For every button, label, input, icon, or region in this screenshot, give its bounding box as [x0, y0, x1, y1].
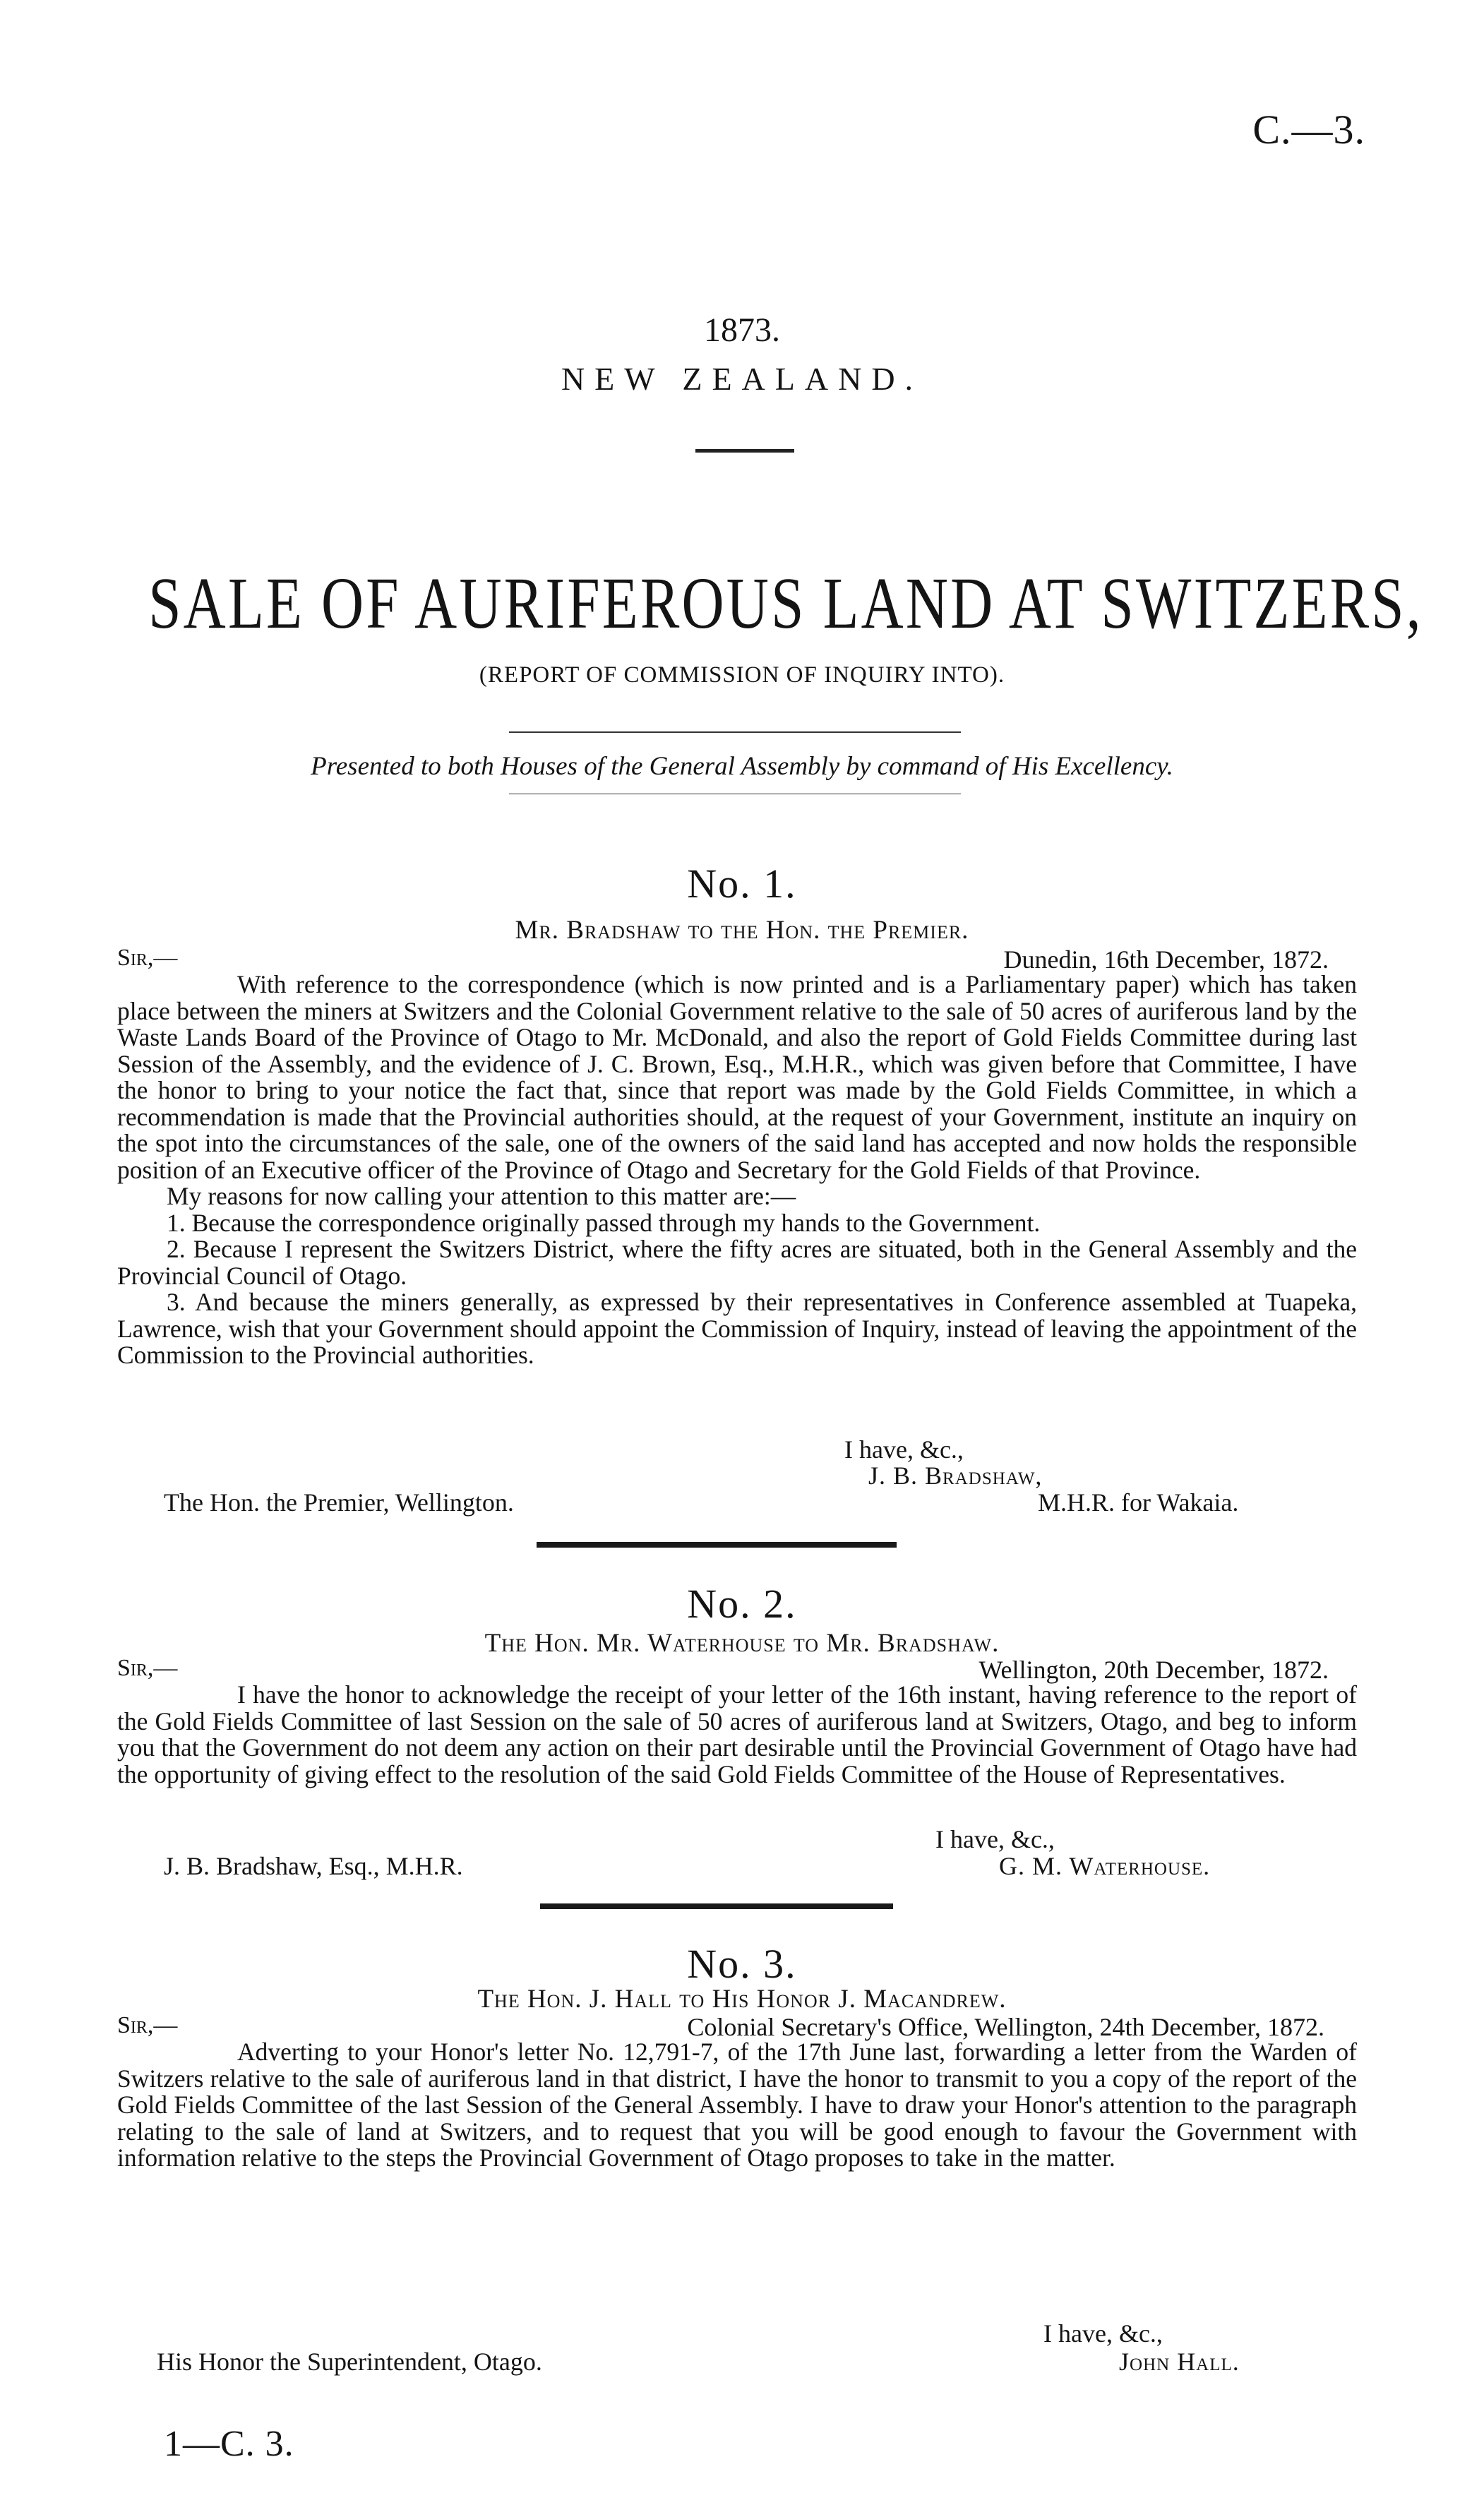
letter-body	[117, 972, 1357, 1369]
paper-reference: C.—3.	[1252, 107, 1365, 153]
letter-heading: The Hon. J. Hall to His Honor J. Macandrew.	[477, 1985, 1007, 2014]
reasons-intro: My reasons for now calling your attention to this matter are:—	[167, 1182, 796, 1210]
salutation: Sir,—	[117, 945, 178, 971]
reason-item: 3. And because the miners generally, as expressed by their representatives in Conference assembled at Tuapeka, Lawrence, wish that your Government should appoint the Commission of Inquiry, instead of leaving the appointment of the Commission to the Provincial authorities.	[117, 1288, 1357, 1369]
closing: I have, &c.,	[1043, 2319, 1163, 2348]
letter-heading: Mr. Bradshaw to the Hon. the Premier.	[515, 916, 969, 945]
closing: I have, &c.,	[844, 1435, 964, 1464]
short-divider	[695, 449, 794, 453]
letter-body	[117, 1682, 1357, 1788]
addressee: J. B. Bradshaw, Esq., M.H.R.	[164, 1852, 463, 1880]
reason-item: 1. Because the correspondence originally passed through my hands to the Government.	[167, 1208, 1041, 1237]
signature: J. B. Bradshaw,	[868, 1461, 1043, 1490]
letter-body	[117, 2039, 1357, 2172]
signature: G. M. Waterhouse.	[999, 1852, 1211, 1880]
document-title: SALE OF AURIFEROUS LAND AT SWITZERS,	[148, 563, 1423, 644]
dateline: Dunedin, 16th December, 1872.	[1003, 945, 1329, 974]
thin-divider	[509, 731, 961, 733]
year: 1873.	[704, 311, 780, 349]
letter-number: No. 2.	[687, 1581, 797, 1627]
letter-heading: The Hon. Mr. Waterhouse to Mr. Bradshaw.	[484, 1629, 1000, 1658]
salutation: Sir,—	[117, 2012, 178, 2038]
document-subtitle: (REPORT OF COMMISSION OF INQUIRY INTO).	[479, 662, 1005, 688]
body-paragraph: I have the honor to acknowledge the receipt of your letter of the 16th instant, having reference to the report of the Gold Fields Committee of last Session on the sale of 50 acres of auriferous land at Switzers, Otago, and beg to inform you that the Government do not deem any action on their part desirable until the Provincial Government of Otago have had the opportunity of giving effect to the resolution of the said Gold Fields Committee of the House of Representatives.	[117, 1680, 1357, 1788]
dateline: Wellington, 20th December, 1872.	[979, 1656, 1329, 1684]
dateline: Colonial Secretary's Office, Wellington, 24th December, 1872.	[687, 2013, 1324, 2041]
sheet-mark: 1—C. 3.	[164, 2424, 294, 2464]
thick-divider	[537, 1542, 897, 1548]
body-paragraph: With reference to the correspondence (which is now printed and is a Parliamentary paper) which has taken place between the miners at Switzers and the Colonial Government relative to the sale of 50 acres of auriferous land by the Waste Lands Board of the Province of Otago to Mr. McDonald, and also the report of Gold Fields Committee during last Session of the Assembly, and the evidence of J. C. Brown, Esq., M.H.R., which was given before that Committee, I have the honor to bring to your notice the fact that, since that report was made by the Gold Fields Committee, in which a recommendation is made that the Provincial authorities should, at the request of your Government, institute an inquiry on the spot into the circumstances of the sale, one of the owners of the said land has accepted and now holds the responsible position of an Executive officer of the Province of Otago and Secretary for the Gold Fields of that Province.	[117, 970, 1357, 1184]
body-paragraph: Adverting to your Honor's letter No. 12,791-7, of the 17th June last, forwarding a letter from the Warden of Switzers relative to the sale of auriferous land in that district, I have the honor to transmit to you a copy of the report of the Gold Fields Committee of the last Session of the General Assembly. I have to draw your Honor's attention to the paragraph relating to the sale of land at Switzers, and to request that you will be good enough to favour the Government with information relative to the steps the Provincial Government of Otago proposes to take in the matter.	[117, 2038, 1357, 2172]
closing: I have, &c.,	[935, 1825, 1055, 1853]
salutation: Sir,—	[117, 1655, 178, 1681]
presented-line: Presented to both Houses of the General Assembly by command of His Excellency.	[311, 752, 1173, 781]
thick-divider	[540, 1903, 893, 1909]
signature-title: M.H.R. for Wakaia.	[1038, 1488, 1239, 1517]
addressee: The Hon. the Premier, Wellington.	[164, 1488, 514, 1517]
addressee: His Honor the Superintendent, Otago.	[157, 2348, 542, 2376]
letter-number: No. 1.	[687, 861, 797, 907]
letter-number: No. 3.	[687, 1941, 797, 1987]
reason-item: 2. Because I represent the Switzers District, where the fifty acres are situated, both in the General Assembly and the Provincial Council of Otago.	[117, 1235, 1357, 1290]
country: NEW ZEALAND.	[561, 361, 923, 397]
signature: John Hall.	[1119, 2348, 1240, 2376]
